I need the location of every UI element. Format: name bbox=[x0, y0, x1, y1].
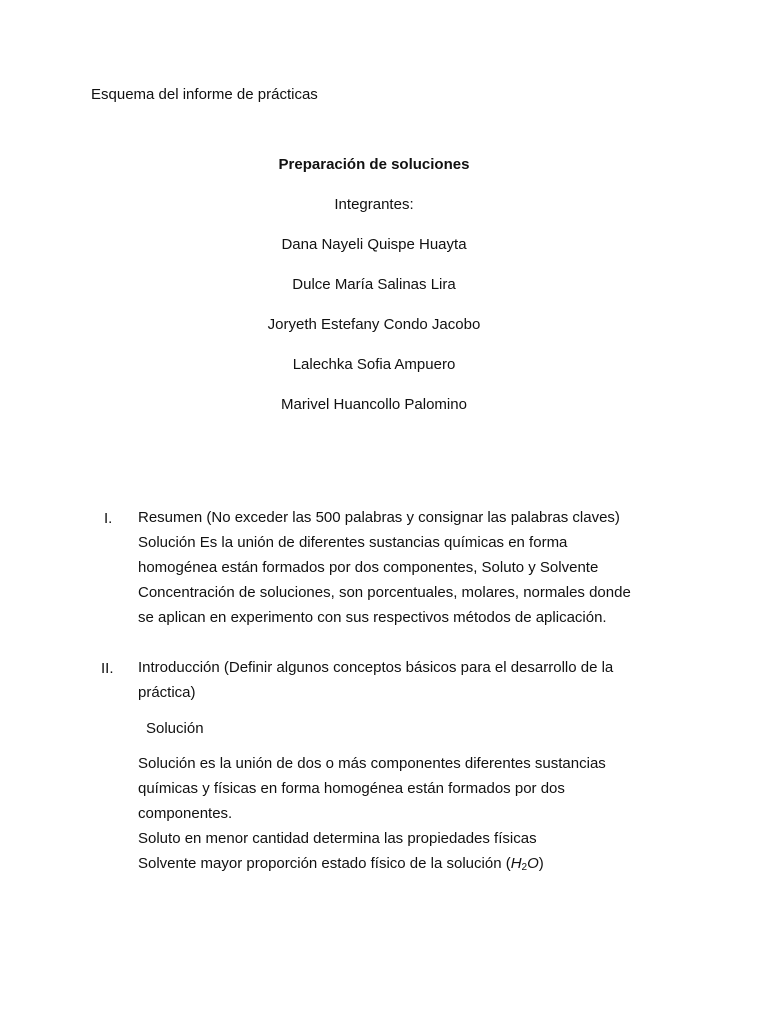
solvent-text-end: ) bbox=[538, 855, 544, 872]
body-line: componentes. bbox=[138, 805, 233, 822]
body-line: Soluto en menor cantidad determina las propiedades físicas bbox=[138, 830, 537, 847]
summary-line: homogénea están formados por dos componentes, Soluto y Solvente bbox=[138, 559, 599, 576]
document-title: Preparación de soluciones bbox=[278, 156, 470, 173]
subheading-solucion: Solución bbox=[146, 720, 204, 737]
body-line: Solución es la unión de dos o más componentes diferentes sustancias bbox=[138, 755, 606, 772]
formula-o: O bbox=[527, 855, 539, 872]
formula-subscript: 2 bbox=[521, 862, 528, 873]
members-label: Integrantes: bbox=[334, 196, 414, 213]
member-name: Marivel Huancollo Palomino bbox=[281, 396, 467, 413]
body-line-solvent bbox=[138, 851, 658, 880]
intro-line: práctica) bbox=[138, 684, 196, 701]
member-name: Joryeth Estefany Condo Jacobo bbox=[267, 316, 481, 333]
summary-line: Resumen (No exceder las 500 palabras y consignar las palabras claves) bbox=[138, 509, 620, 526]
summary-line: se aplican en experimento con sus respectivos métodos de aplicación. bbox=[138, 609, 607, 626]
formula-h: H bbox=[510, 855, 522, 872]
section-numeral: I. bbox=[104, 510, 113, 527]
intro-line: Introducción (Definir algunos conceptos básicos para el desarrollo de la bbox=[138, 659, 614, 676]
body-line: químicas y físicas en forma homogénea están formados por dos bbox=[138, 780, 565, 797]
section-introduction bbox=[138, 655, 658, 705]
member-name: Dana Nayeli Quispe Huayta bbox=[281, 236, 467, 253]
section-summary bbox=[138, 505, 658, 630]
solution-body bbox=[138, 751, 658, 880]
member-name: Lalechka Sofia Ampuero bbox=[292, 356, 456, 373]
solvent-text: Solvente mayor proporción estado físico de la solución ( bbox=[138, 855, 511, 872]
member-name: Dulce María Salinas Lira bbox=[292, 276, 456, 293]
document-header: Esquema del informe de prácticas bbox=[91, 86, 318, 103]
summary-line: Concentración de soluciones, son porcentuales, molares, normales donde bbox=[138, 584, 631, 601]
section-numeral: II. bbox=[101, 660, 114, 677]
summary-line: Solución Es la unión de diferentes sustancias químicas en forma bbox=[138, 534, 568, 551]
